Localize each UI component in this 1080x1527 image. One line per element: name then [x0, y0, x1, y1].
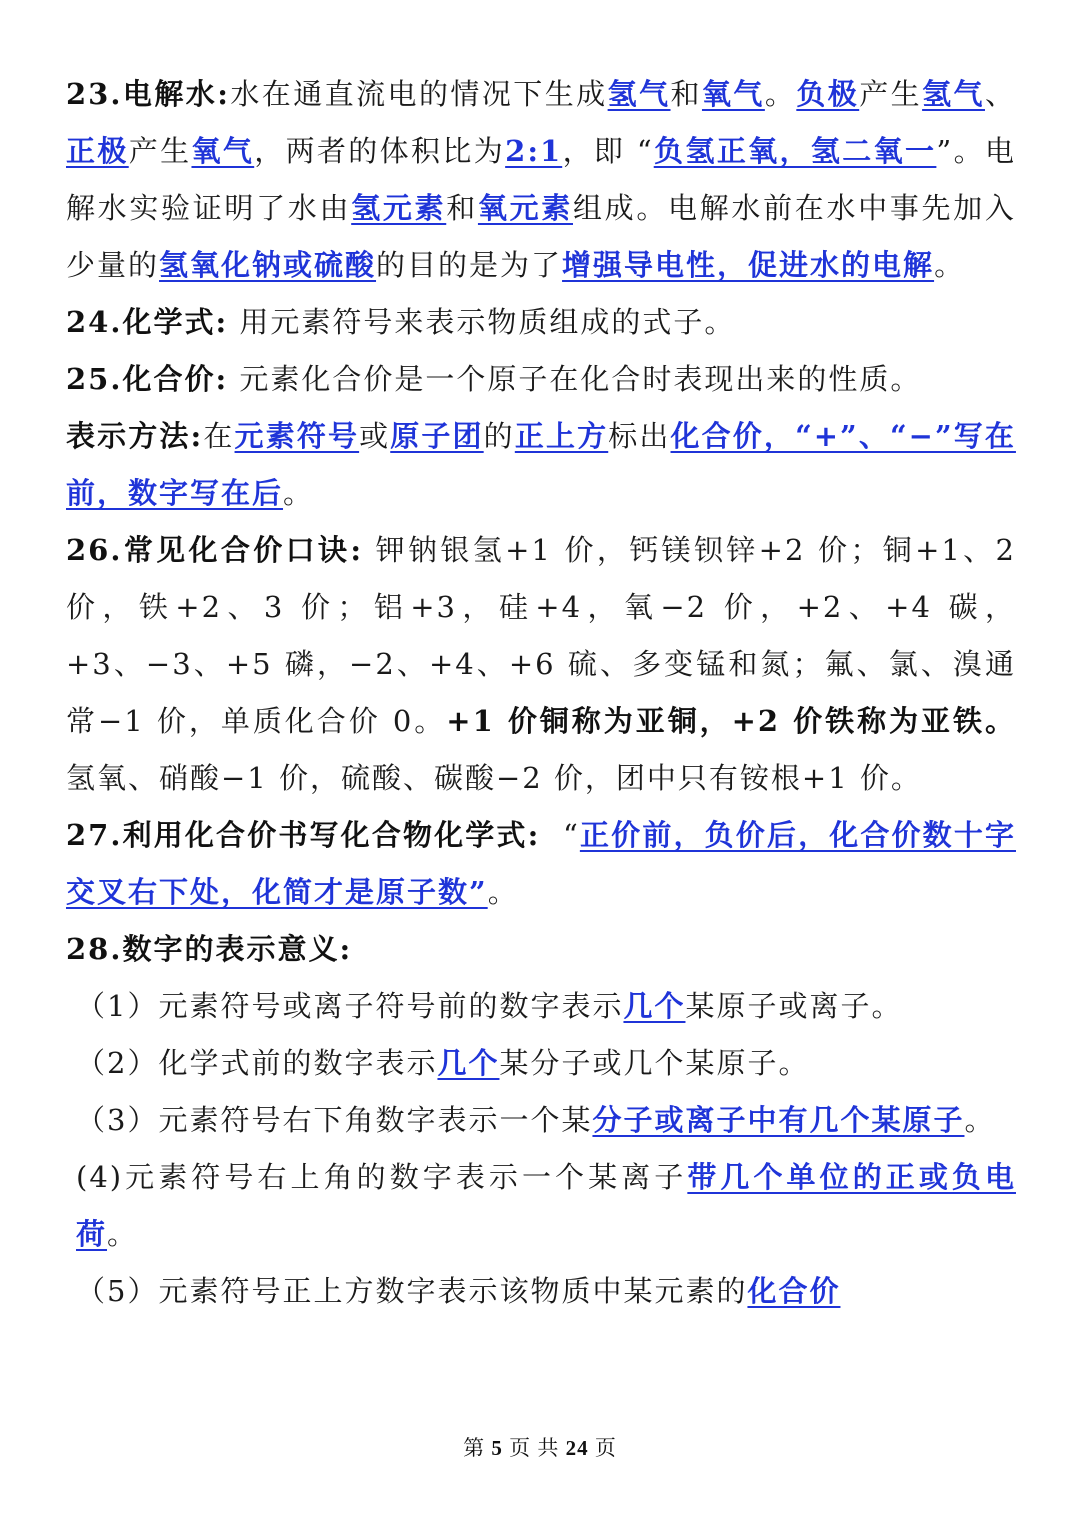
section-23-heading: 23.电解水: [66, 77, 230, 111]
total-pages: 24 [565, 1436, 589, 1460]
keyword: 化合价 [747, 1274, 841, 1308]
bold-text: +1 价铜称为亚铜，+2 价铁称为亚铁。 [446, 704, 1017, 738]
keyword: 氢气 [922, 77, 985, 111]
text: （2）化学式前的数字表示 [76, 1046, 438, 1080]
keyword: 2:1 [505, 134, 563, 168]
text: 和 [446, 191, 478, 225]
keyword: 负极 [796, 77, 860, 111]
page-content [66, 66, 1016, 1320]
text: 组成。电解水前在水中事先加入少量的 [66, 191, 1016, 282]
keyword: 增强导电性，促进水的电解 [562, 248, 935, 282]
text: 。 [487, 875, 519, 909]
footer-text: 页 [588, 1436, 617, 1460]
footer-text: 第 [463, 1436, 492, 1460]
text: 某原子或离子。 [685, 989, 903, 1023]
text: ，两者的体积比为 [254, 134, 506, 168]
text: 标出 [608, 419, 671, 453]
section-26-heading: 26.常见化合价口诀: [66, 533, 364, 567]
text: (4)元素符号右上角的数字表示一个某离子 [76, 1160, 688, 1194]
section-24-heading: 24.化学式: [66, 305, 229, 339]
keyword: 原子团 [390, 419, 484, 453]
text: 。 [283, 476, 315, 510]
keyword: 正上方 [514, 419, 609, 453]
section-28-heading: 28.数字的表示意义: [66, 932, 353, 966]
section-28-item-4 [66, 1149, 1016, 1263]
text: 或 [359, 419, 391, 453]
text: 元素化合价是一个原子在化合时表现出来的性质。 [239, 362, 922, 396]
section-23 [66, 66, 1016, 294]
text: （5）元素符号正上方数字表示该物质中某元素的 [76, 1274, 748, 1308]
text: 水在通直流电的情况下生成 [229, 77, 608, 111]
text: 的目的是为了 [376, 248, 563, 282]
text: 钾钠银氢+1 价，钙镁钡锌+2 价；铜+1、2 价，铁+2、3 价；铝+3，硅+4，氧−2 价，+2、+4 碳，+3、−3、+5 磷，−2、+4、+6 硫、多变锰和氮；氟、氯、溴通常−1 价，单质化合价 0。 [66, 533, 1016, 738]
keyword: 正价前，负价后，化合价数十字交叉右下处，化简才是原子数” [66, 818, 1016, 909]
text: （1）元素符号或离子符号前的数字表示 [76, 989, 624, 1023]
keyword: 分子或离子中有几个某原子 [592, 1103, 965, 1137]
section-26 [66, 522, 1016, 807]
keyword: 正极 [66, 134, 129, 168]
section-25-method [66, 408, 1016, 522]
text: 、 [984, 77, 1016, 111]
section-27-heading: 27.利用化合价书写化合物化学式: [66, 818, 541, 852]
text: 。 [764, 77, 797, 111]
section-28-item-5 [66, 1263, 1016, 1320]
section-25 [66, 351, 1016, 408]
text: 。 [964, 1103, 996, 1137]
section-25-heading: 25.化合价: [66, 362, 229, 396]
section-28-item-1 [66, 978, 1016, 1035]
text: 在 [203, 419, 235, 453]
text: 产生 [128, 134, 192, 168]
section-27 [66, 807, 1016, 921]
text: 氢氧、硝酸−1 价，硫酸、碳酸−2 价，团中只有铵根+1 价。 [66, 761, 922, 795]
keyword: 氧气 [701, 77, 765, 111]
text: 和 [670, 77, 702, 111]
footer-text: 页 共 [502, 1436, 566, 1460]
section-24 [66, 294, 1016, 351]
page-number: 5 [491, 1436, 503, 1460]
page-footer [0, 1432, 1080, 1462]
text: 某分子或几个某原子。 [499, 1046, 810, 1080]
section-28-item-3 [66, 1092, 1016, 1149]
text: 的 [483, 419, 515, 453]
keyword: 氢氧化钠或硫酸 [159, 248, 377, 282]
text: （3）元素符号右下角数字表示一个某 [76, 1103, 593, 1137]
text: 用元素符号来表示物质组成的式子。 [239, 305, 736, 339]
text: “ [563, 818, 580, 852]
keyword: 氢元素 [351, 191, 447, 225]
keyword: 氧元素 [477, 191, 573, 225]
keyword: 氢气 [607, 77, 671, 111]
section-28-item-2 [66, 1035, 1016, 1092]
text: 产生 [859, 77, 923, 111]
text: ”。电解水实验证明了水由 [66, 134, 1016, 225]
keyword: 氧气 [191, 134, 255, 168]
text: 。 [107, 1217, 139, 1251]
keyword: 化合价，“+”、“−”写在前，数字写在后 [66, 419, 1016, 510]
text: 。 [934, 248, 966, 282]
text: ，即 “ [562, 134, 654, 168]
keyword: 几个 [437, 1046, 500, 1080]
method-heading: 表示方法: [66, 419, 204, 453]
section-28 [66, 921, 1016, 978]
keyword: 元素符号 [234, 419, 360, 453]
keyword: 负氢正氧，氢二氧一 [653, 134, 937, 168]
keyword: 几个 [623, 989, 686, 1023]
keyword: 带几个单位的正或负电荷 [76, 1160, 1016, 1251]
